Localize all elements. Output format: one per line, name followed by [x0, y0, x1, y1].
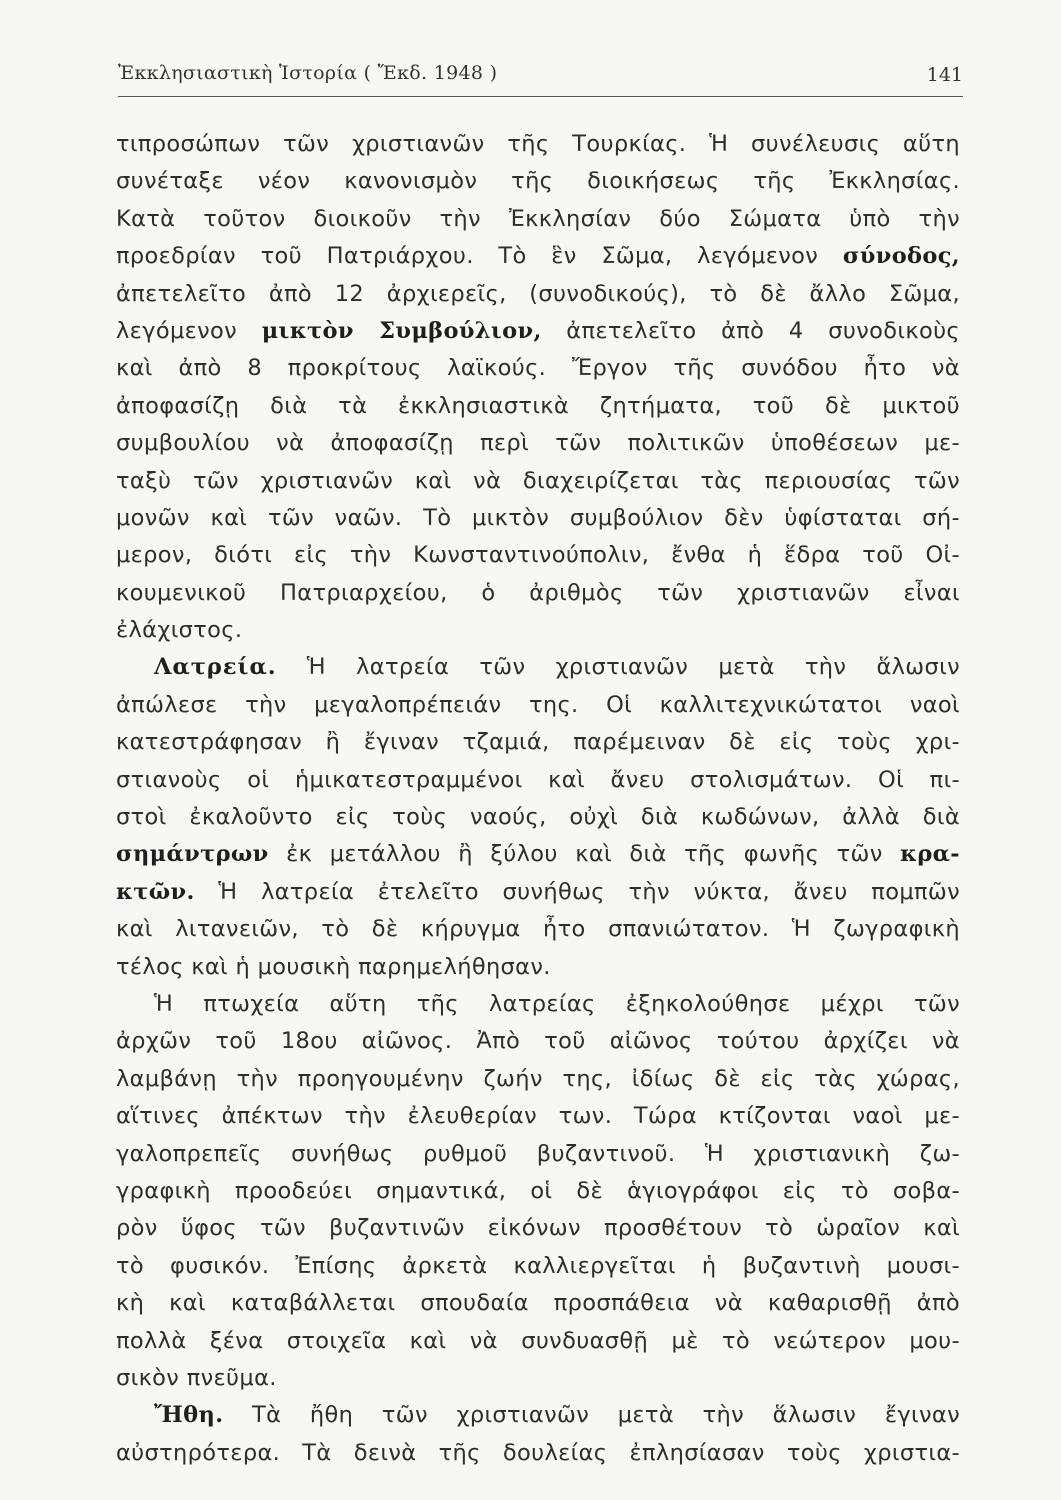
line-text: ἀπώλεσε τὴν μεγαλοπρέπειάν της. Οἱ καλλιτεχνικώτατοι ναοὶ: [116, 691, 960, 718]
text-line: [116, 836, 960, 873]
line-text: Ἡ λατρεία τῶν χριστιανῶν μετὰ τὴν ἅλωσιν: [276, 654, 960, 681]
line-text: ταξὺ τῶν χριστιανῶν καὶ νὰ διαχειρίζεται τὰς περιουσίας τῶν: [116, 467, 960, 494]
text-line: [116, 1210, 960, 1247]
line-text: τέλος καὶ ἡ μουσικὴ παρημελήθησαν.: [116, 953, 551, 980]
line-text: ἐκ μετάλλου ἢ ξύλου καὶ διὰ τῆς φωνῆς τῶν: [268, 841, 901, 868]
line-text: κουμενικοῦ Πατριαρχείου, ὁ ἀριθμὸς τῶν χριστιανῶν εἶναι: [116, 579, 960, 606]
line-text: γραφικὴ προοδεύει σημαντικά, οἱ δὲ ἁγιογράφοι εἰς τὸ σοβα-: [116, 1177, 960, 1204]
line-text: Ἡ λατρεία ἐτελεῖτο συνήθως τὴν νύκτα, ἄνευ πομπῶν: [194, 878, 960, 905]
text-line: [116, 1248, 960, 1285]
text-line: [116, 911, 960, 948]
line-text: συμβουλίου νὰ ἀποφασίζῃ περὶ τῶν πολιτικῶν ὑποθέσεων με-: [116, 430, 960, 457]
emphasis-kraktwn-end: κτῶν.: [116, 878, 195, 905]
text-line: [116, 687, 960, 724]
line-text: καὶ λιτανειῶν, τὸ δὲ κήρυγμα ἦτο σπανιώτατον. Ἡ ζωγραφικὴ: [116, 916, 960, 943]
text-line: [116, 649, 960, 686]
line-text: προεδρίαν τοῦ Πατριάρχου. Τὸ ἓν Σῶμα, λεγόμενον: [116, 243, 843, 270]
line-text: αἵτινες ἀπέκτων τὴν ἐλευθερίαν των. Τώρα κτίζονται ναοὶ με-: [116, 1103, 960, 1130]
text-line: [116, 1061, 960, 1098]
text-line: [116, 799, 960, 836]
emphasis-synodos: σύνοδος,: [842, 243, 960, 270]
text-line: [116, 238, 960, 275]
line-text: ἀποφασίζῃ διὰ τὰ ἐκκλησιαστικὰ ζητήματα, τοῦ δὲ μικτοῦ: [116, 392, 960, 419]
text-line: [116, 724, 960, 761]
line-text: ἐλάχιστος.: [116, 617, 243, 644]
line-text: κὴ καὶ καταβάλλεται σπουδαία προσπάθεια νὰ καθαρισθῇ ἀπὸ: [116, 1290, 960, 1317]
text-line: [116, 500, 960, 537]
text-line: [116, 201, 960, 238]
emphasis-simantron: σημάντρων: [116, 841, 269, 868]
line-text: στιανοὺς οἱ ἡμικατεστραμμένοι καὶ ἄνευ στολισμάτων. Οἱ πι-: [116, 766, 960, 793]
text-line: [116, 425, 960, 462]
line-text: λαμβάνῃ τὴν προηγουμένην ζωήν της, ἰδίως δὲ εἰς τὰς χώρας,: [116, 1065, 960, 1092]
text-line: [116, 874, 960, 911]
text-line: [116, 163, 960, 200]
text-line: [116, 1360, 960, 1397]
line-text: Κατὰ τοῦτον διοικοῦν τὴν Ἐκκλησίαν δύο Σώματα ὑπὸ τὴν: [116, 205, 960, 232]
page-number: 141: [926, 64, 963, 86]
line-text: συνέταξε νέον κανονισμὸν τῆς διοικήσεως τῆς Ἐκκλησίας.: [116, 168, 960, 195]
emphasis-mikton-symvoulion: μικτὸν Συμβούλιον,: [261, 317, 542, 344]
text-line: [116, 1023, 960, 1060]
line-text: τὸ φυσικόν. Ἐπίσης ἀρκετὰ καλλιεργεῖται ἡ βυζαντινὴ μουσι-: [116, 1252, 960, 1279]
text-line: [116, 1098, 960, 1135]
line-text: πολλὰ ξένα στοιχεῖα καὶ νὰ συνδυασθῇ μὲ τὸ νεώτερον μου-: [116, 1327, 960, 1354]
line-text: Ἡ πτωχεία αὕτη τῆς λατρείας ἐξηκολούθησε μέχρι τῶν: [154, 990, 960, 1017]
section-heading-latreia: Λατρεία.: [154, 654, 277, 681]
text-line: [116, 126, 960, 163]
line-text: μερον, διότι εἰς τὴν Κωνσταντινούπολιν, ἔνθα ἡ ἕδρα τοῦ Οἰ-: [116, 542, 960, 569]
line-text: ἀρχῶν τοῦ 18ου αἰῶνος. Ἀπὸ τοῦ αἰῶνος τούτου ἀρχίζει νὰ: [116, 1028, 960, 1055]
line-text: ἀπετελεῖτο ἀπὸ 4 συνοδικοὺς: [541, 317, 960, 344]
text-line: [116, 949, 960, 986]
text-line: [116, 1173, 960, 1210]
line-text: αὐστηρότερα. Τὰ δεινὰ τῆς δουλείας ἐπλησίασαν τοὺς χριστια-: [116, 1439, 960, 1466]
line-text: καὶ ἀπὸ 8 προκρίτους λαϊκούς. Ἔργον τῆς συνόδου ἦτο νὰ: [116, 355, 960, 382]
text-line: [116, 276, 960, 313]
text-line: [116, 388, 960, 425]
line-text: στοὶ ἐκαλοῦντο εἰς τοὺς ναούς, οὐχὶ διὰ κωδώνων, ἀλλὰ διὰ: [116, 804, 960, 831]
line-text: τιπροσώπων τῶν χριστιανῶν τῆς Τουρκίας. Ἡ συνέλευσις αὕτη: [116, 131, 960, 157]
text-line: [116, 612, 960, 649]
text-line: [116, 537, 960, 574]
text-line: [116, 350, 960, 387]
line-text: ἀπετελεῖτο ἀπὸ 12 ἀρχιερεῖς, (συνοδικούς), τὸ δὲ ἄλλο Σῶμα,: [116, 280, 960, 307]
running-header: [118, 62, 963, 97]
line-text: μονῶν καὶ τῶν ναῶν. Τὸ μικτὸν συμβούλιον δὲν ὑφίσταται σή-: [116, 504, 960, 531]
line-text: ρὸν ὕφος τῶν βυζαντινῶν εἰκόνων προσθέτουν τὸ ὡραῖον καὶ: [116, 1215, 960, 1242]
text-line: [116, 1136, 960, 1173]
text-line: [116, 1323, 960, 1360]
line-text: λεγόμενον: [116, 317, 262, 344]
text-line: [116, 1285, 960, 1322]
text-line: [116, 463, 960, 500]
text-line: [116, 762, 960, 799]
line-text: κατεστράφησαν ἢ ἔγιναν τζαμιά, παρέμειναν δὲ εἰς τοὺς χρι-: [116, 729, 960, 756]
line-text: Τὰ ἤθη τῶν χριστιανῶν μετὰ τὴν ἅλωσιν ἔγιναν: [223, 1402, 960, 1429]
line-text: γαλοπρεπεῖς συνήθως ρυθμοῦ βυζαντινοῦ. Ἡ χριστιανικὴ ζω-: [116, 1140, 960, 1167]
text-line: [116, 1435, 960, 1472]
running-title: Ἐκκλησιαστικὴ Ἱστορία ( Ἔκδ. 1948 ): [118, 62, 498, 84]
text-line: [116, 986, 960, 1023]
emphasis-kraktwn: κρα-: [900, 841, 960, 868]
line-text: σικὸν πνεῦμα.: [116, 1364, 277, 1391]
section-heading-ithi: Ἤθη.: [154, 1402, 224, 1429]
text-line: [116, 575, 960, 612]
body-text: [116, 126, 960, 1472]
text-line: [116, 313, 960, 350]
text-line: [116, 1397, 960, 1434]
